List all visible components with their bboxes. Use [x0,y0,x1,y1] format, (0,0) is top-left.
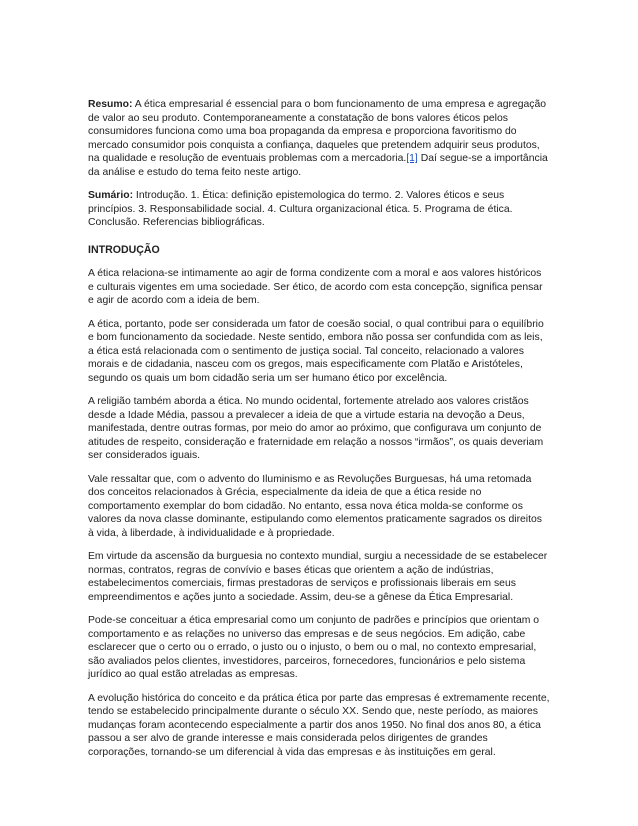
abstract-label: Resumo: [88,99,133,110]
summary-paragraph [88,189,550,230]
abstract-paragraph [88,98,550,179]
body-paragraph: A evolução histórica do conceito e da prática ética por parte das empresas é extremamente recente, tendo se estabelecido principalmente durante o século XX. Sendo que, neste período, as maiores mudanças foram acontecendo especialmente a partir dos anos 1950. No final dos anos 80, a ética passou a ser alvo de grande interesse e mais considerada pelos dirigentes de grandes corporações, tornando-se um diferencial à vida das empresas e às instituições em geral. [88,692,550,758]
body-paragraph: A ética, portanto, pode ser considerada um fator de coesão social, o qual contribui para o equilíbrio e bom funcionamento da sociedade. Neste sentido, embora não possa ser confundida com as leis, a ética está relacionada com o sentimento de justiça social. Tal conceito, relacionado a valores morais e de cidadania, nasceu com os gregos, mais especificamente com Platão e Aristóteles, segundo os quais um bom cidadão seria um ser humano ético por excelência. [88,318,544,384]
body-paragraph: A ética relaciona-se intimamente ao agir de forma condizente com a moral e aos valores históricos e culturais vigentes em uma sociedade. Ser ético, de acordo com esta concepção, significa pensar e agir de acordo com a ideia de bem. [88,268,543,306]
body-paragraph: Em virtude da ascensão da burguesia no contexto mundial, surgiu a necessidade de se estabelecer normas, contratos, regras de convívio e bases éticas que orientem a ação de indústrias, estabelecimentos comerciais, firmas prestadoras de serviços e profissionais liberais em seus empreendimentos e ações junto a sociedade. Assim, deu-se a gênese da Ética Empresarial. [88,551,548,603]
abstract-text-end: Daí segue-se a importância da análise e estudo do tema feito neste artigo. [88,153,548,178]
body-paragraph: Vale ressaltar que, com o advento do Iluminismo e as Revoluções Burguesas, há uma retomada dos conceitos relacionados à Grécia, especialmente da ideia de que a ética reside no comportamento exemplar do bom cidadão. No entanto, essa nova ética molda-se conforme os valores da nova classe dominante, estipulando como elementos praticamente sagrados os direitos à vida, à liberdade, à individualidade e à propriedade. [88,473,542,539]
abstract-text: A ética empresarial é essencial para o bom funcionamento de uma empresa e agregação de valor ao seu produto. Contemporaneamente a constatação de bons valores éticos pelos consumidores funciona como uma boa propaganda da empresa e proporciona favoritismo do mercado consumidor pois conquista a confiança, daqueles que pretendem adquirir seus produtos, na qualidade e resolução de eventuais problemas com a mercadoria. [88,99,547,164]
summary-label: Sumário: [88,190,134,201]
body-paragraph: A religião também aborda a ética. No mundo ocidental, fortemente atrelado aos valores cristãos desde a Idade Média, passou a prevalecer a ideia de que a virtude estaria na devoção a Deus, manifestada, dentre outras formas, por meio do amor ao próximo, que configurava um conjunto de atitudes de respeito, consideração e fraternidade em relação a nossos “irmãos”, os quais deveriam ser considerados iguais. [88,396,544,461]
article-body [88,98,550,769]
summary-text: Introdução. 1. Ética: definição epistemologica do termo. 2. Valores éticos e seus princípios. 3. Responsabilidade social. 4. Cultura organizacional ética. 5. Programa de ética. Conclusão. Referencias bibliográficas. [88,190,513,228]
section-heading: INTRODUÇÃO [88,243,160,256]
footnote-link[interactable]: [1] [406,153,418,164]
body-paragraph: Pode-se conceituar a ética empresarial como um conjunto de padrões e princípios que orientam o comportamento e as relações no universo das empresas e de seus negócios. Em adição, cabe esclarecer que o certo ou o errado, o justo ou o injusto, o bem ou o mal, no contexto empresarial, são avaliados pelos clientes, investidores, parceiros, fornecedores, funcionários e pelo sistema jurídico ao qual estão atreladas as empresas. [88,615,540,680]
